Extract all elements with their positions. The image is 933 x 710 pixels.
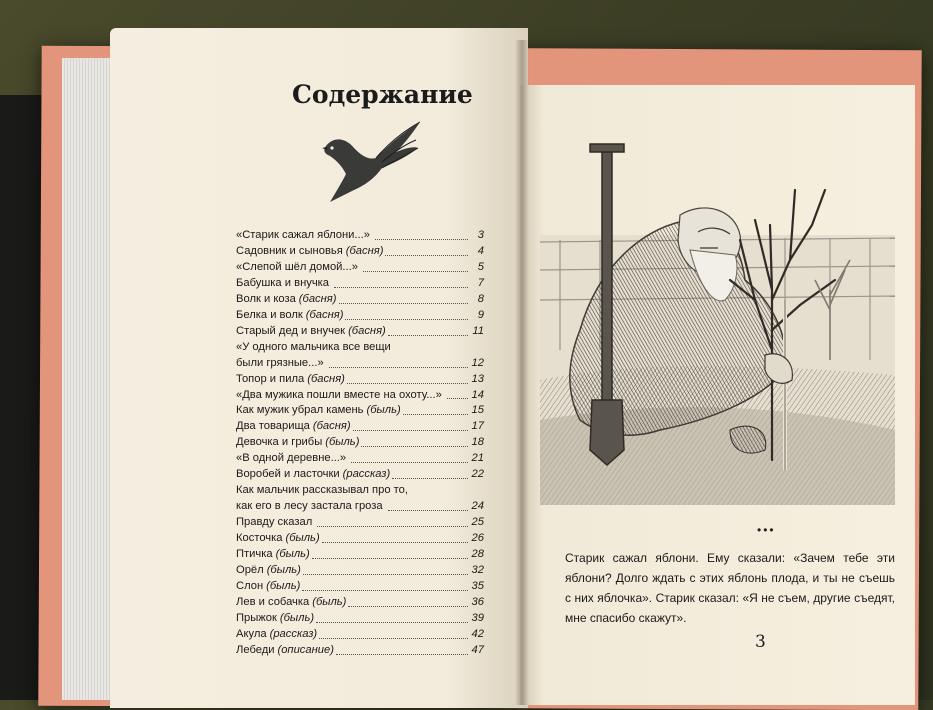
toc-entry[interactable]: Как мальчик рассказывал про то, как его в лесу застала гроза 24 bbox=[236, 484, 484, 513]
book-gutter bbox=[515, 40, 529, 705]
toc-entry[interactable]: «Старик сажал яблони...» 3 bbox=[236, 229, 484, 241]
toc-entry[interactable]: Топор и пила (басня) 13 bbox=[236, 372, 484, 385]
section-separator: ••• bbox=[757, 523, 776, 537]
toc-entry[interactable]: Слон (быль) 35 bbox=[236, 579, 484, 592]
toc-entry[interactable]: Птичка (быль) 28 bbox=[236, 548, 484, 561]
toc-entry[interactable]: Правду сказал 25 bbox=[236, 516, 484, 529]
toc-entry[interactable]: Акула (рассказ) 42 bbox=[236, 627, 484, 640]
toc-entry[interactable]: Лев и собачка (быль) 36 bbox=[236, 595, 484, 608]
toc-entry[interactable]: «Два мужика пошли вместе на охоту...» 14 bbox=[236, 388, 484, 401]
contents-heading: Содержание bbox=[292, 80, 473, 109]
toc-entry[interactable]: Лебеди (описание) 47 bbox=[236, 643, 484, 656]
table-of-contents bbox=[236, 228, 484, 659]
toc-entry[interactable]: Прыжок (быль) 39 bbox=[236, 611, 484, 624]
old-man-planting-tree-illustration bbox=[540, 130, 895, 505]
toc-entry[interactable]: Девочка и грибы (быль) 18 bbox=[236, 436, 484, 449]
toc-entry[interactable]: Старый дед и внучек (басня) 11 bbox=[236, 324, 484, 337]
story-text: Старик сажал яблони. Ему сказали: «Зачем тебе эти яблони? Долго ждать с этих яблонь плода, и ты не съешь с них яблочка». Старик сказал: «Я не съем, другие съедят, мне спасибо скажут». bbox=[565, 551, 895, 625]
toc-entry[interactable]: Воробей и ласточки (рассказ) 22 bbox=[236, 468, 484, 481]
page-number: 3 bbox=[755, 632, 766, 652]
toc-entry[interactable]: Волк и коза (басня) 8 bbox=[236, 292, 484, 305]
toc-entry[interactable]: «У одного мальчика все вещи были грязные...» 12 bbox=[236, 340, 484, 369]
toc-entry[interactable]: Косточка (быль) 26 bbox=[236, 532, 484, 545]
toc-entry[interactable]: Орёл (быль) 32 bbox=[236, 564, 484, 577]
toc-entry[interactable]: Садовник и сыновья (басня) 4 bbox=[236, 244, 484, 257]
swallow-illustration-icon bbox=[316, 118, 426, 203]
toc-entry[interactable]: Белка и волк (басня) 9 bbox=[236, 308, 484, 321]
toc-entry[interactable]: «Слепой шёл домой...» 5 bbox=[236, 260, 484, 273]
toc-entry[interactable]: Как мужик убрал камень (быль) 15 bbox=[236, 404, 484, 417]
toc-entry[interactable]: «В одной деревне...» 21 bbox=[236, 452, 484, 465]
toc-entry[interactable]: Бабушка и внучка 7 bbox=[236, 276, 484, 289]
toc-entry[interactable]: Два товарища (басня) 17 bbox=[236, 420, 484, 433]
